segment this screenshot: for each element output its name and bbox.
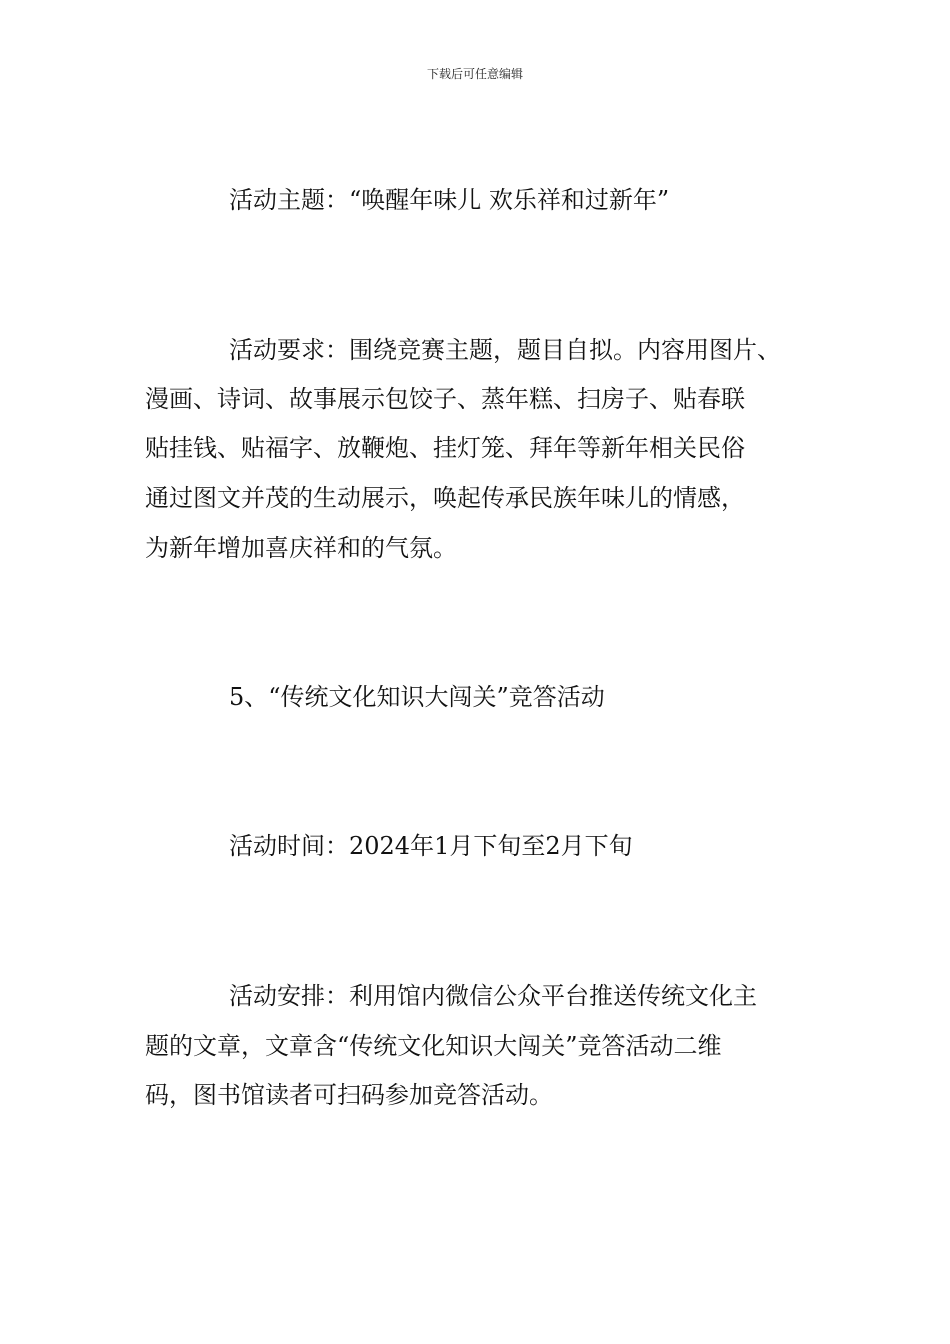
arrangement-line-1: 活动安排：利用馆内微信公众平台推送传统文化主 <box>229 982 757 1010</box>
quiz-heading: 5、“传统文化知识大闯关”竞答活动 <box>229 683 605 711</box>
theme-line: 活动主题：“唤醒年味儿 欢乐祥和过新年” <box>229 186 670 214</box>
time-line: 活动时间：2024年1月下旬至2月下旬 <box>229 832 633 860</box>
requirements-line-1: 活动要求：围绕竞赛主题，题目自拟。内容用图片、 <box>229 336 781 364</box>
arrangement-line-2: 题的文章，文章含“传统文化知识大闯关”竞答活动二维 <box>145 1032 722 1060</box>
arrangement-line-3: 码，图书馆读者可扫码参加竞答活动。 <box>145 1081 553 1109</box>
requirements-line-4: 通过图文并茂的生动展示，唤起传承民族年味儿的情感， <box>145 484 745 512</box>
header-note: 下载后可任意编辑 <box>426 67 523 81</box>
requirements-line-3: 贴挂钱、贴福字、放鞭炮、挂灯笼、拜年等新年相关民俗 <box>145 434 745 462</box>
requirements-line-5: 为新年增加喜庆祥和的气氛。 <box>145 534 457 562</box>
requirements-line-2: 漫画、诗词、故事展示包饺子、蒸年糕、扫房子、贴春联 <box>145 385 745 413</box>
